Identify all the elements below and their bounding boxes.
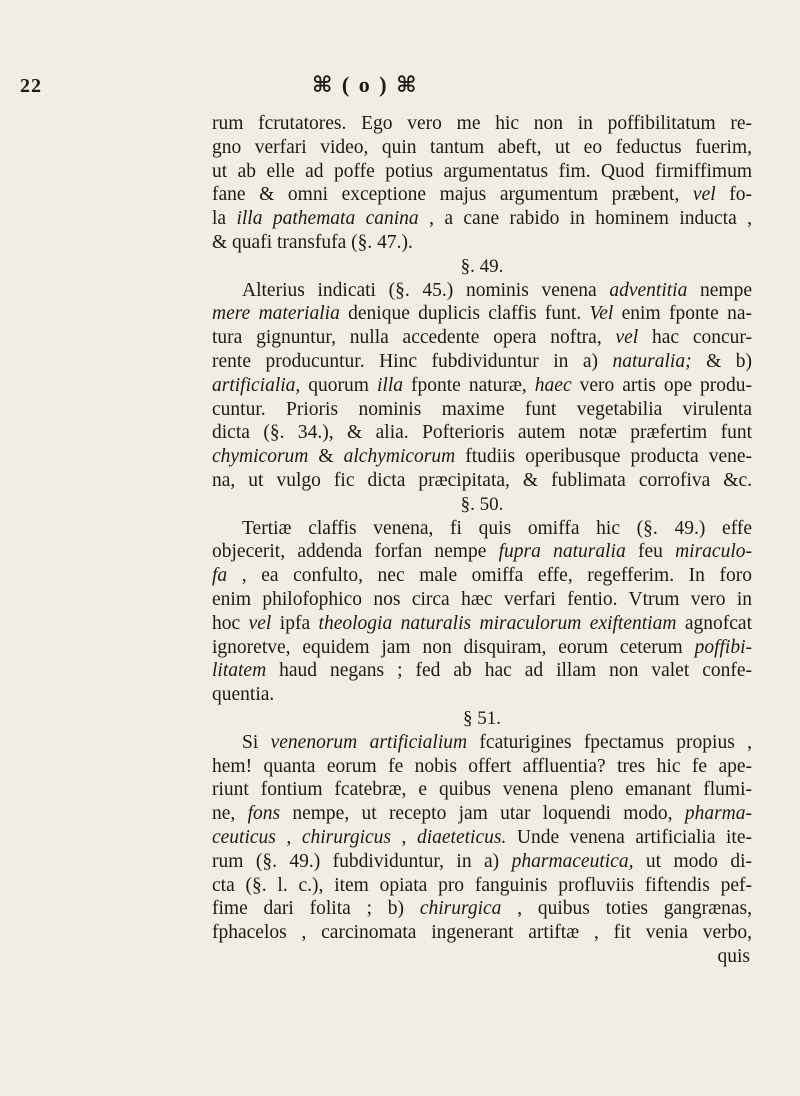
text-line: fa , ea confulto, nec male omiffa effe, regefferim. In foro: [212, 565, 752, 587]
section-heading: §. 50.: [460, 493, 504, 515]
text-line: objecerit, addenda forfan nempe fupra naturalia feu miraculo-: [212, 541, 752, 563]
text-line: riunt fontium fcatebræ, e quibus venena pleno emanant flumi-: [212, 779, 752, 801]
text-line: rum (§. 49.) fubdividuntur, in a) pharmaceutica, ut modo di-: [212, 850, 752, 872]
text-line: dicta (§. 34.), & alia. Pofterioris autem notæ præfertim funt: [212, 422, 752, 444]
text-line: ne, fons nempe, ut recepto jam utar loquendi modo, pharma-: [212, 803, 752, 825]
text-line: quentia.: [212, 684, 275, 706]
text-line: chymicorum & alchymicorum ftudiis operibusque producta vene-: [212, 446, 753, 468]
text-line: Tertiæ claffis venena, fi quis omiffa hic (§. 49.) effe: [242, 517, 752, 539]
text-line: ceuticus , chirurgicus , diaeteticus. Unde venena artificialia ite-: [212, 826, 752, 848]
header-ornament: ⌘ ( o ) ⌘: [312, 72, 419, 97]
text-line: ut ab elle ad poffe potius argumentatus fim. Quod firmiffimum: [212, 160, 752, 182]
text-line: hem! quanta eorum fe nobis offert affluentia? tres hic fe ape-: [212, 755, 752, 777]
text-line: ignoretve, equidem jam non disquiram, eorum ceterum poffibi-: [212, 636, 752, 658]
text-line: litatem haud negans ; fed ab hac ad illam non valet confe-: [212, 660, 752, 682]
text-line: mere materialia denique duplicis claffis funt. Vel enim fponte na-: [212, 303, 752, 325]
text-line: gno verfari video, quin tantum abeft, ut eo feductus fuerim,: [212, 136, 752, 158]
text-line: rente producuntur. Hinc fubdividuntur in a) naturalia; & b): [212, 350, 752, 372]
page-number: 22: [20, 75, 42, 97]
text-line: fphacelos , carcinomata ingenerant artiftæ , fit venia verbo,: [212, 922, 752, 944]
text-line: fime dari folita ; b) chirurgica , quibus toties gangrænas,: [212, 898, 752, 920]
text-line: tura gignuntur, nulla accedente opera noftra, vel hac concur-: [212, 327, 752, 349]
text-line: artificialia, quorum illa fponte naturæ, haec vero artis ope produ-: [212, 374, 753, 396]
text-line: cta (§. l. c.), item opiata pro fanguinis profluviis fiftendis pef-: [212, 874, 752, 896]
text-line: la illa pathemata canina , a cane rabido in hominem inducta ,: [212, 208, 752, 230]
page-header: [0, 72, 800, 108]
text-line: fane & omni exceptione majus argumentum præbent, vel fo-: [212, 184, 752, 206]
section-heading: §. 49.: [460, 255, 504, 277]
text-line: hoc vel ipfa theologia naturalis miraculorum exiftentiam agnofcat: [212, 612, 753, 634]
text-line: na, ut vulgo fic dicta præcipitata, & fublimata corrofiva &c.: [212, 469, 752, 491]
text-line: enim philofophico nos circa hæc verfari fentio. Vtrum vero in: [212, 588, 752, 610]
section-heading: § 51.: [463, 707, 501, 729]
text-line: & quafi transfufa (§. 47.).: [212, 231, 413, 253]
text-line: Alterius indicati (§. 45.) nominis venena adventitia nempe: [242, 279, 752, 301]
text-line: Si venenorum artificialium fcaturigines fpectamus propius ,: [242, 731, 752, 753]
catchword: quis: [717, 945, 750, 967]
body-text: [212, 112, 752, 969]
text-line: cuntur. Prioris nominis maxime funt vegetabilia virulenta: [212, 398, 752, 420]
text-line: rum fcrutatores. Ego vero me hic non in poffibilitatum re-: [212, 113, 752, 134]
